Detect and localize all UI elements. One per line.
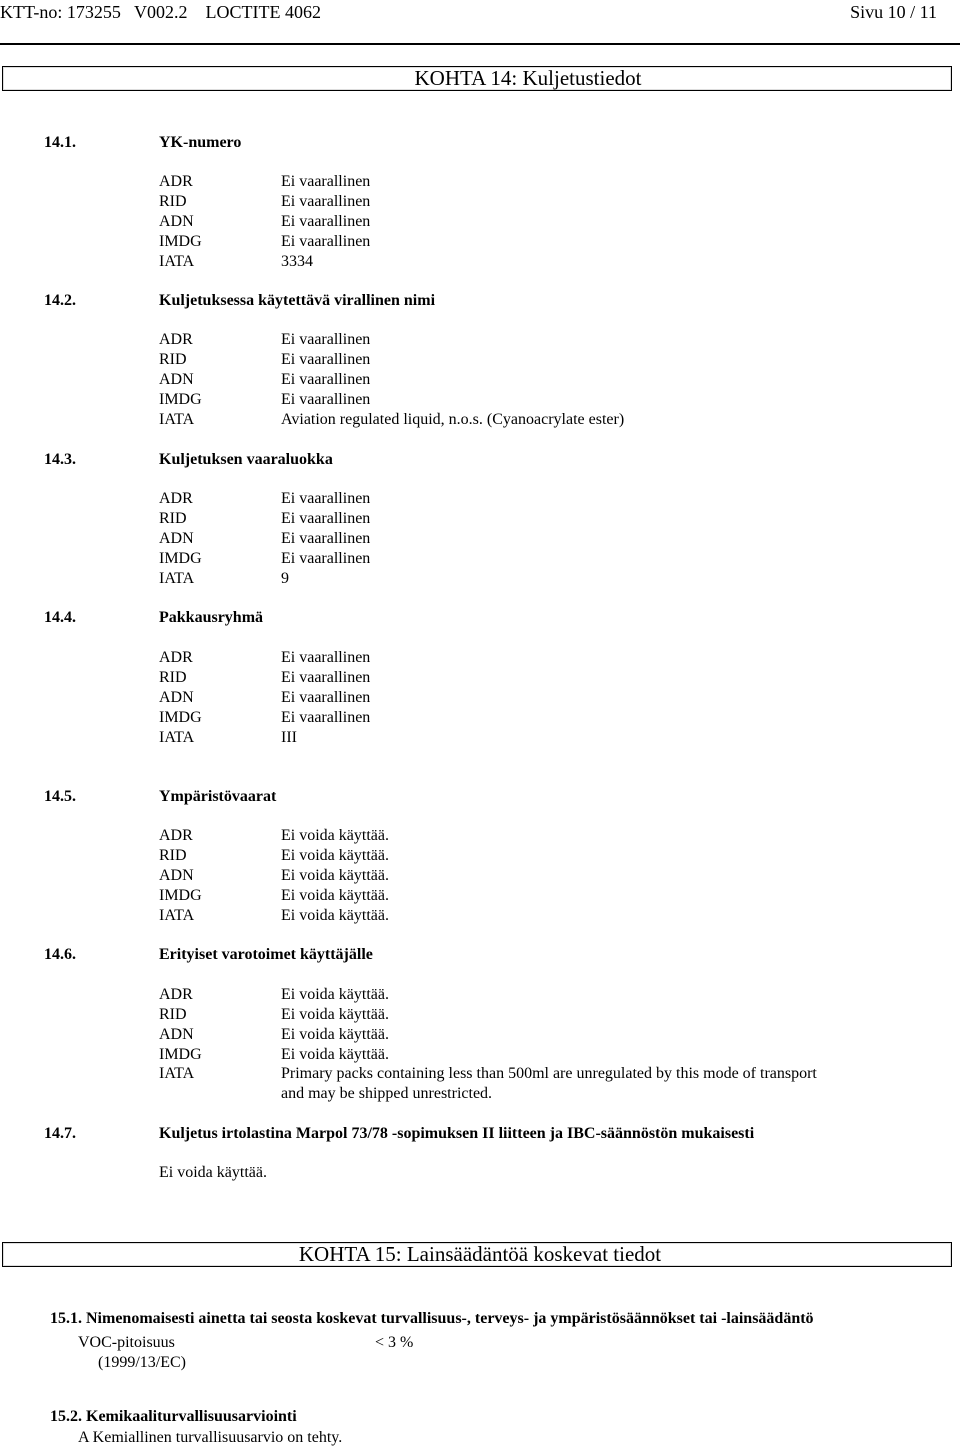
page-header <box>0 0 960 24</box>
mode-value: Ei vaarallinen <box>281 233 371 250</box>
subsection-title: Kuljetus irtolastina Marpol 73/78 -sopimuksen II liitteen ja IBC-säännöstön mukaisesti <box>159 1125 755 1142</box>
subsection-number: 14.6. <box>44 946 76 963</box>
mode-label: ADN <box>159 213 194 230</box>
mode-label: IATA <box>159 253 195 270</box>
subsection-title: Ympäristövaarat <box>159 788 277 805</box>
section-14-title: KOHTA 14: Kuljetustiedot <box>414 66 642 90</box>
mode-label: RID <box>159 1006 187 1023</box>
mode-value: Ei vaarallinen <box>281 351 371 368</box>
iata-note-line: and may be shipped unrestricted. <box>281 1085 493 1102</box>
mode-label: IMDG <box>159 550 202 567</box>
mode-label: RID <box>159 351 187 368</box>
mode-label: IATA <box>159 570 195 587</box>
voc-label: VOC-pitoisuus <box>78 1334 175 1351</box>
mode-value: Ei voida käyttää. <box>281 887 389 904</box>
header-divider <box>0 43 960 45</box>
subsection-title: Erityiset varotoimet käyttäjälle <box>159 946 373 963</box>
mode-label: IATA <box>159 729 195 746</box>
mode-value: Ei vaarallinen <box>281 391 371 408</box>
mode-value: Ei vaarallinen <box>281 709 371 726</box>
subsection-number: 14.2. <box>44 292 76 309</box>
mode-value: Ei vaarallinen <box>281 490 371 507</box>
mode-value: Ei vaarallinen <box>281 193 371 210</box>
section-14-title-bar <box>2 66 952 91</box>
mode-value: Ei voida käyttää. <box>281 1006 389 1023</box>
subsection-number: 14.1. <box>44 134 76 151</box>
mode-label: RID <box>159 193 187 210</box>
mode-value: Ei vaarallinen <box>281 213 371 230</box>
mode-label: ADN <box>159 867 194 884</box>
mode-value: Ei voida käyttää. <box>281 847 389 864</box>
mode-label: ADR <box>159 649 193 666</box>
subsection-number: 14.4. <box>44 609 76 626</box>
mode-value: Ei voida käyttää. <box>281 867 389 884</box>
mode-label: IATA <box>159 411 195 428</box>
mode-label: IATA <box>159 1065 195 1082</box>
mode-value: Aviation regulated liquid, n.o.s. (Cyanoacrylate ester) <box>281 411 625 428</box>
mode-label: IMDG <box>159 233 202 250</box>
iata-note <box>281 1064 881 1104</box>
mode-label: ADR <box>159 490 193 507</box>
subsection-15-2-heading: 15.2. Kemikaaliturvallisuusarviointi <box>50 1408 297 1425</box>
subsection-15-1-heading: 15.1. Nimenomaisesti ainetta tai seosta koskevat turvallisuus-, terveys- ja ympäristösäännökset tai -lainsäädäntö <box>50 1310 814 1327</box>
subsection-number: 14.5. <box>44 788 76 805</box>
subsection-title: YK-numero <box>159 134 242 151</box>
subsection-title: Pakkausryhmä <box>159 609 264 626</box>
mode-value: Ei vaarallinen <box>281 530 371 547</box>
mode-value: Ei voida käyttää. <box>281 1026 389 1043</box>
mode-value: Ei vaarallinen <box>281 649 371 666</box>
mode-label: RID <box>159 510 187 527</box>
subsection-title: Kuljetuksen vaaraluokka <box>159 451 333 468</box>
mode-label: ADR <box>159 331 193 348</box>
page-number: Sivu 10 / 11 <box>850 2 937 22</box>
mode-value: Ei voida käyttää. <box>281 907 389 924</box>
mode-label: RID <box>159 847 187 864</box>
document-id: KTT-no: 173255 V002.2 LOCTITE 4062 <box>0 2 321 22</box>
iata-note-line: Primary packs containing less than 500ml are unregulated by this mode of transport <box>281 1065 817 1082</box>
marpol-text: Ei voida käyttää. <box>159 1164 267 1181</box>
mode-value: 9 <box>281 570 289 587</box>
section-15-title: KOHTA 15: Lainsäädäntöä koskevat tiedot <box>298 1242 662 1266</box>
mode-label: ADN <box>159 689 194 706</box>
voc-reference: (1999/13/EC) <box>98 1354 186 1371</box>
subsection-title: Kuljetuksessa käytettävä virallinen nimi <box>159 292 436 309</box>
mode-value: Ei vaarallinen <box>281 331 371 348</box>
mode-label: RID <box>159 669 187 686</box>
mode-label: IATA <box>159 907 195 924</box>
mode-value: Ei vaarallinen <box>281 689 371 706</box>
mode-value: Ei voida käyttää. <box>281 1046 389 1063</box>
chemical-safety-text: A Kemiallinen turvallisuusarvio on tehty. <box>78 1429 343 1446</box>
mode-value: Ei voida käyttää. <box>281 827 389 844</box>
mode-label: ADR <box>159 986 193 1003</box>
mode-label: ADR <box>159 173 193 190</box>
mode-value: Ei voida käyttää. <box>281 986 389 1003</box>
subsection-number: 14.7. <box>44 1125 76 1142</box>
mode-label: ADN <box>159 530 194 547</box>
mode-value: Ei vaarallinen <box>281 669 371 686</box>
subsection-number: 14.3. <box>44 451 76 468</box>
mode-value: Ei vaarallinen <box>281 371 371 388</box>
mode-value: 3334 <box>281 253 313 270</box>
mode-value: III <box>281 729 297 746</box>
mode-label: IMDG <box>159 709 202 726</box>
mode-value: Ei vaarallinen <box>281 173 371 190</box>
mode-label: ADR <box>159 827 193 844</box>
section-15-title-bar <box>2 1242 952 1267</box>
mode-label: IMDG <box>159 1046 202 1063</box>
mode-label: IMDG <box>159 887 202 904</box>
mode-value: Ei vaarallinen <box>281 550 371 567</box>
mode-label: IMDG <box>159 391 202 408</box>
mode-value: Ei vaarallinen <box>281 510 371 527</box>
mode-label: ADN <box>159 371 194 388</box>
voc-value: < 3 % <box>375 1334 414 1351</box>
mode-label: ADN <box>159 1026 194 1043</box>
